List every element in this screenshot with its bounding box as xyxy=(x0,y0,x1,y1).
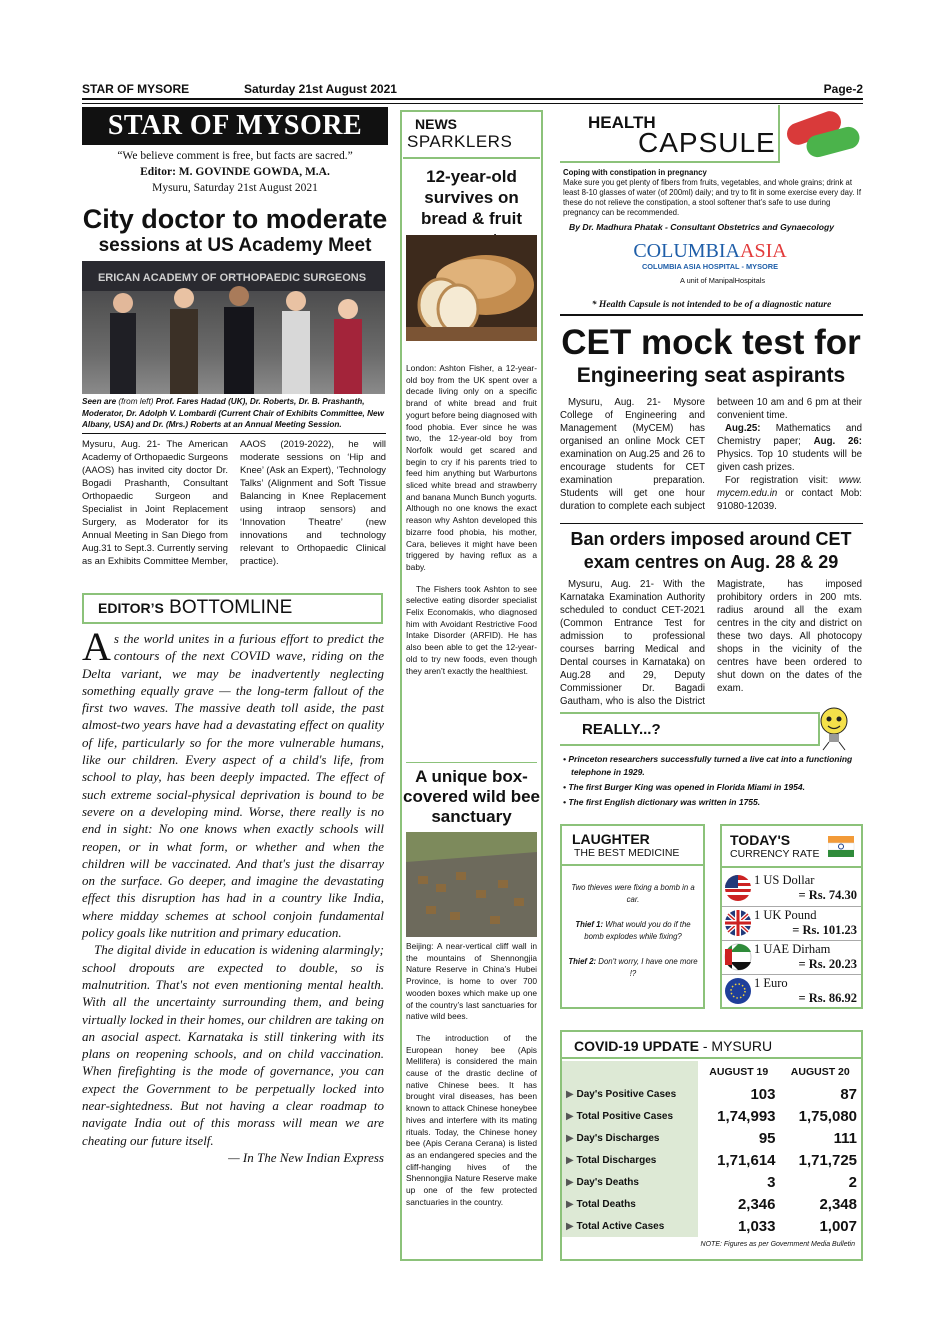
health-title: Coping with constipation in pregnancy xyxy=(563,168,707,177)
covid-value: 95 xyxy=(698,1127,780,1149)
bee-cliff-photo xyxy=(406,832,537,937)
page-number: Page-2 xyxy=(823,82,863,96)
caption-lead: Seen are xyxy=(82,397,117,406)
sparklers-label-a: NEWS xyxy=(415,116,457,132)
editorial-para-1: s the world unites in a furious effort to predict the contours of the next COVID wave, riding on the Delta variant, we may be inadvertently neglecting something equally grave — the long-term fallout of the first two waves. The massive death toll aside, the past almost-two years have had a devastating effect on quality of life, particularly so for the more vulnerable humans, like our children. Every aspect of a child's life, from school to play, has been deeply impacted. The effect of such extreme social-physical deprivation is bound to be severe on a developing mind. Worse, there really is no end in sight: No one knows when exactly schools will reopen, or in what form, or whether and when the children will be vaccinated. And that's just the disarray on the surface. Go deeper, and imagine the devastating effect this disruption has had in a country like India, where midday schemes at school conjoin fundamental policy goals like nutrition and primary education. xyxy=(82,631,384,941)
logo-word-b: ASIA xyxy=(740,240,787,262)
covid-row-label: ▶ Total Discharges xyxy=(562,1149,698,1171)
rate-value: = Rs. 20.23 xyxy=(798,957,857,971)
story1-para-1: London: Ashton Fisher, a 12-year-old boy from the UK spent over a decade living only on a specific brand of white bread and fruit yogurt before being diagnosed with food phobia. Ever since he was two, the 12-year-old boy from Norfolk would get scared and begin to cry if his parents tried to feed him anything but Warburtons sliced white bread and strawberry and banana Munch Bunch yogurts. Although no one knows the exact reason why Ashton developed this bizarre food phobia, his mother, Cara, believes it might have been triggered by having reflux as a baby. xyxy=(406,363,537,572)
covid-row-label-text: Total Deaths xyxy=(576,1198,636,1210)
laughter-label-b: THE BEST MEDICINE xyxy=(574,847,680,859)
cet-reg: For registration visit: xyxy=(725,475,839,486)
laughter-banner xyxy=(562,826,703,866)
conference-photo xyxy=(82,261,385,394)
health-text xyxy=(563,168,861,232)
really-item: • Princeton researchers successfully turned a live cat into a functioning telephone in 1929. xyxy=(563,754,853,777)
really-list xyxy=(563,753,863,809)
covid-header-row xyxy=(562,1061,861,1083)
covid-banner xyxy=(562,1032,861,1059)
covid-value: 1,033 xyxy=(698,1215,780,1237)
rate-unit: 1 Euro xyxy=(754,976,788,990)
really-banner xyxy=(560,705,863,749)
story2-body xyxy=(406,941,537,1208)
page-header xyxy=(82,80,863,100)
masthead-block xyxy=(82,148,388,196)
covid-row-label-text: Total Positive Cases xyxy=(576,1110,674,1122)
covid-row-label-text: Total Active Cases xyxy=(576,1220,665,1232)
story2-para-1: Beijing: A near-vertical cliff wall in the mountains of Shennongjia Nature Reserve in China’s Hubei Province, is home to over 700 wooden boxes which make up one of the country’s last sanctuaries for native wild bees. xyxy=(406,941,537,1022)
hospital-unit: A unit of ManipalHospitals xyxy=(680,276,766,285)
covid-row-label: ▶ Total Deaths xyxy=(562,1193,698,1215)
editorial-source: — In The New Indian Express xyxy=(228,1149,384,1165)
really-item-text: The first Burger King was opened in Florida Miami in 1954. xyxy=(568,782,805,792)
editorial-para-2: The digital divide in education is widening alarmingly; school dropouts are expected to double, so is malnutrition. That's not even mentioning mental health. With all the uncertainty surrounding them, and being virtually locked in their homes, our children are taking on an asocial aspect. Karnataka is still tinkering with its plans on reopening schools, and on child vaccination. When firefighting is the mode of governance, you can expect the Government to be perpetually locked into near-sightedness. But not having a clear roadmap to navigate India out of this morass will mean we are cheating our future itself. xyxy=(82,942,384,1148)
cet-site-link[interactable]: www. mycem.edu.in xyxy=(717,475,862,499)
really-item-text: The first English dictionary was written in 1755. xyxy=(568,797,761,807)
health-byline: By Dr. Madhura Phatak - Consultant Obstetrics and Gynaecology xyxy=(569,222,835,232)
rate-value: = Rs. 74.30 xyxy=(798,888,857,902)
covid-col-header: AUGUST 20 xyxy=(780,1061,862,1083)
health-label-a: HEALTH xyxy=(588,113,656,132)
cet-headline-block xyxy=(556,322,866,388)
rate-value: = Rs. 101.23 xyxy=(792,923,857,937)
rate-aed xyxy=(722,940,861,972)
health-banner xyxy=(560,103,863,166)
covid-row xyxy=(562,1193,861,1215)
bee-cliff-illustration xyxy=(406,832,537,937)
capsule-pills-icon xyxy=(780,109,862,163)
logo-word-a: COLUMBIA xyxy=(633,240,740,262)
caption-joiner: (from left) xyxy=(116,397,156,406)
covid-row-label: ▶ Day's Discharges xyxy=(562,1127,698,1149)
cet-day1: Aug.25: xyxy=(725,423,761,434)
joke-line-2 xyxy=(568,919,698,942)
logo-wordmark xyxy=(620,240,800,262)
health-body: Make sure you get plenty of fibers from fruits, vegetables, and whole grains; drink at least 8-10 glasses of water (of 200ml) daily; and try to fit in some exercise every day. If these do not relieve the constipation, a stool softener that’s safe to use during pregnancy can be recommended. xyxy=(563,178,861,217)
cet-body xyxy=(560,396,862,526)
covid-value: 2,346 xyxy=(698,1193,780,1215)
covid-value: 1,71,614 xyxy=(698,1149,780,1171)
cet-rule xyxy=(560,523,863,524)
rate-value: = Rs. 86.92 xyxy=(798,991,857,1005)
covid-row xyxy=(562,1083,861,1105)
uk-flag-icon xyxy=(724,909,752,937)
hospital-name: COLUMBIA ASIA HOSPITAL - MYSORE xyxy=(641,262,779,271)
bread-illustration xyxy=(406,235,537,341)
currency-rates xyxy=(722,872,861,1006)
cet-contact: or contact Mob: 91080-12039. xyxy=(717,488,862,512)
lead-headline: City doctor to moderate xyxy=(82,204,388,234)
story2-headline: A unique box-covered wild bee sanctuary xyxy=(403,767,540,826)
editorial-banner xyxy=(82,593,383,624)
cet-body-para-3 xyxy=(717,474,862,513)
sparklers-banner xyxy=(403,113,540,159)
us-flag-icon xyxy=(724,874,752,902)
drop-cap: A xyxy=(82,624,111,669)
health-label-b: CAPSULE xyxy=(638,127,776,158)
covid-value: 111 xyxy=(780,1127,862,1149)
covid-row xyxy=(562,1215,861,1237)
rate-unit: 1 US Dollar xyxy=(754,873,815,887)
masthead-quote: “We believe comment is free, but facts are sacred.” xyxy=(117,150,353,162)
health-note: * Health Capsule is not intended to be of a diagnostic nature xyxy=(591,299,832,310)
covid-row-label-text: Day's Discharges xyxy=(576,1132,660,1144)
rate-gbp xyxy=(722,906,861,938)
covid-table xyxy=(562,1061,861,1237)
story1-body xyxy=(406,363,537,677)
covid-row-label-text: Day's Deaths xyxy=(576,1176,639,1188)
issue-date: Saturday 21st August 2021 xyxy=(244,82,397,96)
covid-row xyxy=(562,1127,861,1149)
cet-day2-text: Physics. Top 10 students will be given cash prizes. xyxy=(717,449,862,473)
conference-photo-illustration xyxy=(82,261,385,394)
cet-body-para-1: Mysuru, Aug. 21- Mysore College of Engineering and Management (MyCEM) has organised an online Mock CET examination on Aug.25 and 26 to encourage students for CET examination preparation. Students will get one hour duration to complete each subject between 10 am and 6 pm at their convenient time. xyxy=(560,397,862,512)
rate-unit: 1 UAE Dirham xyxy=(754,942,831,956)
caption-names: Prof. Fares Hadad (UK), Dr. Roberts, Dr. B. Prashanth, Moderator, Dr. Adolph V. Lombardi (Current Chair of Exhibits Committee, New Albany, USA) and Dr. (Mrs.) Roberts at an Annual Meeting Session. xyxy=(82,397,384,429)
hospital-logo xyxy=(620,240,800,285)
editorial-label xyxy=(98,597,292,619)
covid-note: NOTE: Figures as per Government Media Bulletin xyxy=(700,1241,855,1248)
india-flag-icon xyxy=(828,834,856,860)
covid-value: 103 xyxy=(698,1083,780,1105)
joke-thief2: Thief 2: xyxy=(568,957,597,966)
story1-para-2: The Fishers took Ashton to see selective eating disorder specialist Felix Economakis, who diagnosed him with Avoidant Restrictive Food Intake Disorder (ARFID). He has also been able to get the 12-year-old to try new foods, even though they aren’t exactly the healthiest. xyxy=(406,583,537,676)
masthead-logo: STAR OF MYSORE xyxy=(82,107,388,145)
covid-row xyxy=(562,1149,861,1171)
joke-thief1: Thief 1: xyxy=(575,920,604,929)
joke-q2: Don't worry, I have one more !? xyxy=(596,957,698,978)
sparklers-divider xyxy=(406,762,537,763)
sparklers-label-b: SPARKLERS xyxy=(407,132,513,151)
covid-value: 1,75,080 xyxy=(780,1105,862,1127)
svg-text:ERICAN ACADEMY OF ORTHOPAED: ERICAN ACADEMY OF ORTHOPAEDIC SURGEONS xyxy=(97,272,367,284)
caption-rule xyxy=(82,433,386,434)
rate-unit: 1 UK Pound xyxy=(754,908,817,922)
joke-line-1: Two thieves were fixing a bomb in a car. xyxy=(571,883,695,904)
eu-flag-icon xyxy=(724,977,752,1005)
bread-photo xyxy=(406,235,537,341)
paper-name: STAR OF MYSORE xyxy=(82,82,190,96)
joke-q1: What would you do if the bomb explodes while fixing? xyxy=(584,920,691,941)
covid-col-header: AUGUST 19 xyxy=(698,1061,780,1083)
rate-usd xyxy=(722,872,861,904)
story1-headline: 12-year-old survives on bread & fruit xyxy=(420,167,523,228)
covid-row xyxy=(562,1171,861,1193)
covid-label-a: COVID-19 UPDATE xyxy=(574,1038,699,1054)
covid-row-label-text: Day's Positive Cases xyxy=(576,1088,677,1100)
ban-headline: Ban orders imposed around CET exam centres on Aug. 28 & 29 xyxy=(570,529,852,572)
covid-value: 1,74,993 xyxy=(698,1105,780,1127)
rate-eur xyxy=(722,974,861,1006)
lead-headline-block xyxy=(82,204,388,257)
masthead-dateline: Mysuru, Saturday 21st August 2021 xyxy=(152,182,318,194)
really-label: REALLY...? xyxy=(582,721,661,738)
covid-value: 1,007 xyxy=(780,1215,862,1237)
covid-label xyxy=(562,1032,861,1054)
laughter-joke xyxy=(568,882,698,979)
uae-flag-icon xyxy=(724,943,752,971)
really-item: • The first Burger King was opened in Florida Miami in 1954. xyxy=(563,782,805,792)
cet-body-para-2 xyxy=(717,422,862,474)
covid-row-label-text: Total Discharges xyxy=(576,1154,657,1166)
currency-label-a: TODAY'S xyxy=(730,832,791,848)
cet-headline: CET mock test for xyxy=(561,323,861,362)
covid-row-label: ▶ Day's Deaths xyxy=(562,1171,698,1193)
joke-line-3 xyxy=(568,956,698,979)
really-item-text: Princeton researchers successfully turned a live cat into a functioning telephone in 1929. xyxy=(568,754,853,777)
covid-header-blank xyxy=(562,1061,698,1083)
currency-banner xyxy=(722,826,861,868)
health-rule xyxy=(560,314,863,316)
covid-value: 2,348 xyxy=(780,1193,862,1215)
covid-value: 2 xyxy=(780,1171,862,1193)
covid-value: 1,71,725 xyxy=(780,1149,862,1171)
covid-value: 87 xyxy=(780,1083,862,1105)
covid-row-label: ▶ Total Positive Cases xyxy=(562,1105,698,1127)
covid-value: 3 xyxy=(698,1171,780,1193)
covid-row xyxy=(562,1105,861,1127)
covid-label-b: - MYSURU xyxy=(698,1038,773,1054)
lightbulb-icon xyxy=(814,705,854,751)
masthead-editor: Editor: M. GOVINDE GOWDA, M.A. xyxy=(140,166,330,178)
lead-body: Mysuru, Aug. 21- The American Academy of Orthopaedic Surgeons (AAOS) has invited city doctor Dr. Bogadi Prashanth, Consultant Orthopaedic Surgeon and Specialist in Joint Replacement Surgery, as Moderator for its Annual Meeting in San Diego from Aug.31 to Sept.3. Currently serving as an Exhibits Committee Member, AAOS (2019-2022), he will moderate sessions on ‘Hip and Knee’ (Ask an Expert), ‘Technology Talks’ (Alignment and Soft Tissue Balancing in Knee Replacement using intraop sensors) and ‘Innovation Theatre’ (new innovations and technology relevant to Orthopaedic Clinical practice). xyxy=(82,438,386,566)
covid-table-wrap xyxy=(562,1061,861,1248)
photo-caption xyxy=(82,396,386,431)
really-item: • The first English dictionary was written in 1755. xyxy=(563,797,761,807)
story2-para-2: The introduction of the European honey bee (Apis Mellifera) is considered the main cause of the drastic decline of native Chinese bees. It has brought viral diseases, has been known to attack Chinese honeybee hives and interfere with its mating rituals. Today, the Chinese honey bee (Apis Cerana Cerana) is listed as an endangered species and the cliff-hanging hives of the Shennongjia Nature Reserve make up one of the few protected sanctuaries in the country. xyxy=(406,1032,537,1207)
cet-subhead: Engineering seat aspirants xyxy=(576,364,846,387)
laughter-label-a: LAUGHTER xyxy=(572,831,650,847)
cet-day1-text: Mathematics and Chemistry paper; xyxy=(717,423,862,447)
editorial-label-a: EDITOR’S xyxy=(98,600,164,616)
ban-body: Mysuru, Aug. 21- With the Karnataka Examination Authority scheduled to conduct CET-2021 (Common Entrance Test for admission to professional courses barring Medical and Dental courses in Karnataka) on Aug.28 and 29, Deputy Commissioner Dr. Bagadi Gautham, who is also the District Magistrate, has imposed prohibitory orders in 200 mts. radius around all the exam centres in the city and district on these two days. All photocopy shops in the vicinity of the centres have been ordered to shut down on the dates of the exam. xyxy=(560,579,862,707)
covid-row-label: ▶ Total Active Cases xyxy=(562,1215,698,1237)
cet-day2: Aug. 26: xyxy=(813,436,862,447)
editorial-text xyxy=(82,624,384,1166)
covid-row-label: ▶ Day's Positive Cases xyxy=(562,1083,698,1105)
editorial-label-b: BOTTOMLINE xyxy=(169,597,293,618)
lead-subhead: sessions at US Academy Meet xyxy=(98,235,372,256)
currency-label-b: CURRENCY RATE xyxy=(730,848,820,860)
